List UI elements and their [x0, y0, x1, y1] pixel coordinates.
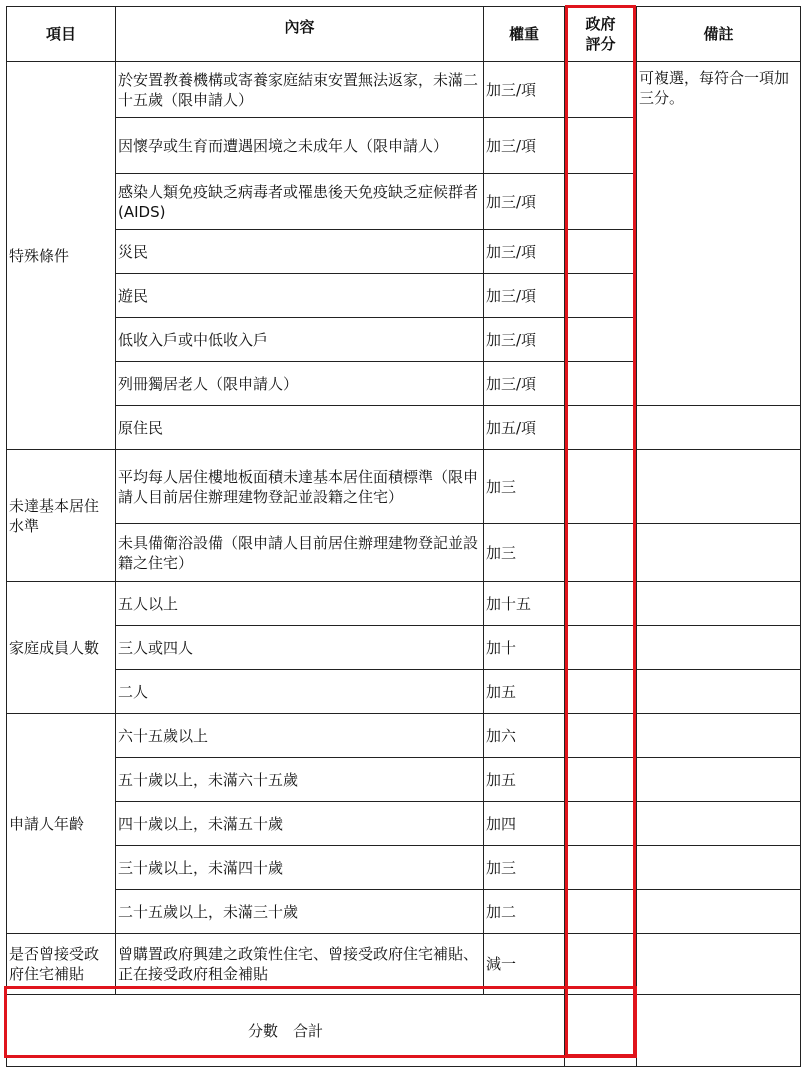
- group-label: 特殊條件: [7, 62, 116, 450]
- header-gov-line2: 評分: [585, 35, 616, 53]
- gov-score-cell: [565, 524, 637, 582]
- header-item: 項目: [7, 7, 116, 62]
- table-row: [7, 934, 801, 995]
- header-weight: 權重: [484, 7, 565, 62]
- group-label: 申請人年齡: [7, 714, 116, 934]
- header-row: [7, 7, 801, 62]
- gov-score-cell: [565, 846, 637, 890]
- row-weight: 加三: [484, 524, 565, 582]
- table-row: [7, 670, 801, 714]
- table-row: [7, 450, 801, 524]
- remark-cell: [637, 670, 801, 714]
- header-content: 內容: [116, 7, 484, 62]
- scoring-table-body: [7, 7, 801, 1067]
- row-content: 曾購置政府興建之政策性住宅、曾接受政府住宅補貼、正在接受政府租金補貼: [116, 934, 484, 995]
- gov-score-cell: [565, 934, 637, 995]
- row-weight: 減一: [484, 934, 565, 995]
- remark-cell: 可複選，每符合一項加三分。: [637, 62, 801, 406]
- gov-score-cell: [565, 406, 637, 450]
- row-weight: 加三/項: [484, 318, 565, 362]
- table-row: [7, 626, 801, 670]
- gov-score-cell: [565, 758, 637, 802]
- row-content: 平均每人居住樓地板面積未達基本居住面積標準（限申請人目前居住辦理建物登記並設籍之住宅）: [116, 450, 484, 524]
- remark-cell: [637, 406, 801, 450]
- row-content: 原住民: [116, 406, 484, 450]
- row-weight: 加五/項: [484, 406, 565, 450]
- remark-cell: [637, 846, 801, 890]
- gov-score-cell: [565, 62, 637, 118]
- gov-score-cell: [565, 714, 637, 758]
- table-row: [7, 524, 801, 582]
- row-content: 五十歲以上，未滿六十五歲: [116, 758, 484, 802]
- row-content: 感染人類免疫缺乏病毒者或罹患後天免疫缺乏症候群者(AIDS): [116, 174, 484, 230]
- row-weight: 加三/項: [484, 118, 565, 174]
- remark-cell: [637, 626, 801, 670]
- gov-score-cell: [565, 362, 637, 406]
- row-weight: 加三/項: [484, 230, 565, 274]
- gov-score-cell: [565, 890, 637, 934]
- row-content: 未具備衛浴設備（限申請人目前居住辦理建物登記並設籍之住宅）: [116, 524, 484, 582]
- row-content: 因懷孕或生育而遭遇困境之未成年人（限申請人）: [116, 118, 484, 174]
- gov-score-cell: [565, 802, 637, 846]
- remark-cell: [637, 758, 801, 802]
- row-weight: 加三/項: [484, 362, 565, 406]
- row-content: 三人或四人: [116, 626, 484, 670]
- table-row: [7, 802, 801, 846]
- row-content: 二十五歲以上，未滿三十歲: [116, 890, 484, 934]
- remark-cell: [637, 890, 801, 934]
- table-row: [7, 890, 801, 934]
- total-label: 分數 合計: [7, 995, 565, 1067]
- gov-score-cell: [565, 670, 637, 714]
- row-content: 低收入戶或中低收入戶: [116, 318, 484, 362]
- total-row: [7, 995, 801, 1067]
- row-weight: 加三/項: [484, 274, 565, 318]
- table-row: [7, 62, 801, 118]
- header-remark: 備註: [637, 7, 801, 62]
- row-content: 四十歲以上，未滿五十歲: [116, 802, 484, 846]
- row-content: 六十五歲以上: [116, 714, 484, 758]
- row-weight: 加十五: [484, 582, 565, 626]
- row-weight: 加六: [484, 714, 565, 758]
- row-weight: 加五: [484, 758, 565, 802]
- gov-score-cell: [565, 626, 637, 670]
- remark-cell: [637, 524, 801, 582]
- gov-score-cell: [565, 318, 637, 362]
- table-row: [7, 714, 801, 758]
- table-row: [7, 406, 801, 450]
- row-content: 三十歲以上，未滿四十歲: [116, 846, 484, 890]
- gov-score-cell: [565, 450, 637, 524]
- remark-cell: [637, 934, 801, 995]
- row-content: 災民: [116, 230, 484, 274]
- row-content: 遊民: [116, 274, 484, 318]
- row-content: 於安置教養機構或寄養家庭結束安置無法返家，未滿二十五歲（限申請人）: [116, 62, 484, 118]
- group-label: 家庭成員人數: [7, 582, 116, 714]
- remark-cell: [637, 450, 801, 524]
- group-label: 未達基本居住水準: [7, 450, 116, 582]
- gov-score-cell: [565, 174, 637, 230]
- header-gov-score: [565, 7, 637, 62]
- row-weight: 加十: [484, 626, 565, 670]
- header-gov-line1: 政府: [585, 15, 616, 33]
- remark-cell: [637, 714, 801, 758]
- total-remark: [637, 995, 801, 1067]
- table-row: [7, 846, 801, 890]
- row-content: 二人: [116, 670, 484, 714]
- gov-score-cell: [565, 274, 637, 318]
- row-weight: 加三/項: [484, 174, 565, 230]
- row-weight: 加四: [484, 802, 565, 846]
- remark-cell: [637, 802, 801, 846]
- row-content: 五人以上: [116, 582, 484, 626]
- remark-cell: [637, 582, 801, 626]
- gov-score-cell: [565, 582, 637, 626]
- gov-score-cell: [565, 230, 637, 274]
- row-weight: 加三: [484, 846, 565, 890]
- row-weight: 加三/項: [484, 62, 565, 118]
- total-gov-score: [565, 995, 637, 1067]
- group-label: 是否曾接受政府住宅補貼: [7, 934, 116, 995]
- row-content: 列冊獨居老人（限申請人）: [116, 362, 484, 406]
- row-weight: 加二: [484, 890, 565, 934]
- scoring-table: [6, 6, 801, 1067]
- row-weight: 加三: [484, 450, 565, 524]
- gov-score-cell: [565, 118, 637, 174]
- row-weight: 加五: [484, 670, 565, 714]
- table-row: [7, 758, 801, 802]
- table-row: [7, 582, 801, 626]
